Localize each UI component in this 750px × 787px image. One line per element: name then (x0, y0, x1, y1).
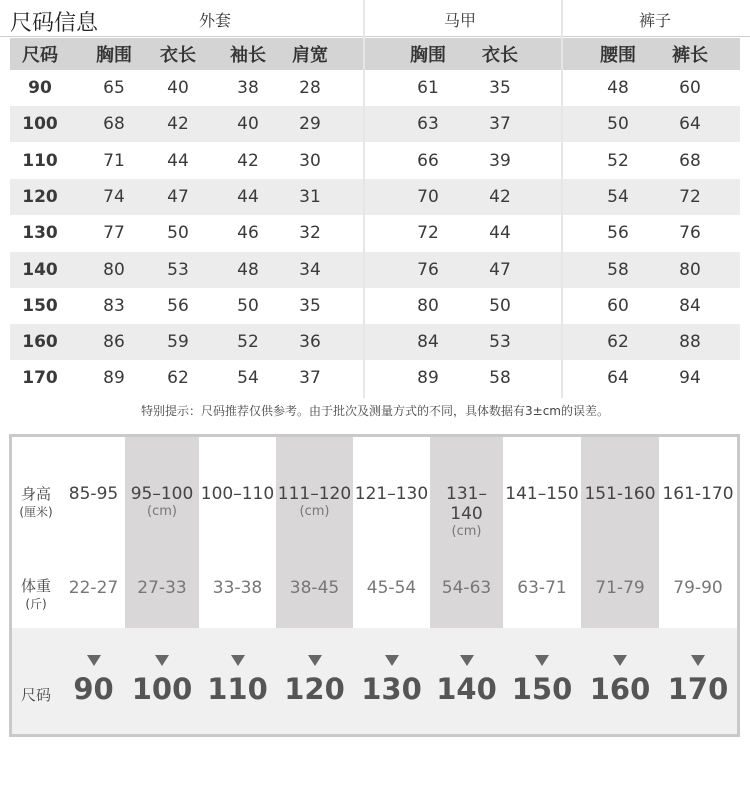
table-row (10, 70, 740, 106)
weight-label (12, 577, 60, 613)
table-cell: 80 (417, 295, 439, 316)
weight-range: 79-90 (673, 578, 723, 598)
height-label-text: 身高 (20, 485, 51, 503)
table-cell: 170 (22, 368, 58, 389)
table-cell: 48 (237, 259, 259, 280)
size-column-shade (581, 437, 659, 628)
height-label (12, 485, 60, 521)
table-header-cell: 肩宽 (292, 45, 328, 66)
size-label: 尺码 (20, 686, 51, 704)
table-cell: 52 (237, 332, 259, 353)
table-cell: 86 (103, 332, 125, 353)
table-header-cell: 胸围 (96, 45, 132, 66)
table-cell: 150 (22, 295, 58, 316)
height-unit-cm: (cm) (299, 504, 330, 519)
table-cell: 30 (299, 150, 321, 171)
height-unit-cm: (cm) (147, 504, 177, 519)
table-cell: 44 (167, 150, 189, 171)
table-header-cell: 胸围 (410, 45, 446, 66)
size-column-shade (276, 437, 353, 628)
table-cell: 60 (679, 78, 701, 98)
table-row (10, 106, 740, 142)
table-cell: 53 (167, 259, 189, 280)
table-cell: 62 (607, 332, 629, 353)
table-cell: 74 (103, 186, 125, 207)
table-cell: 54 (607, 186, 629, 207)
height-unit-cm: (cm) (451, 524, 482, 539)
height-range-text: 151-160 (584, 484, 656, 504)
table-cell: 66 (417, 150, 439, 171)
table-cell: 42 (167, 114, 189, 135)
table-cell: 130 (22, 223, 58, 244)
table-cell: 70 (417, 186, 439, 207)
recommended-size: 170 (667, 672, 729, 706)
table-cell: 42 (489, 186, 511, 207)
table-cell: 88 (679, 332, 701, 353)
height-range (62, 484, 125, 504)
table-row (10, 215, 740, 251)
table-cell: 100 (22, 114, 58, 135)
table-cell: 54 (237, 368, 259, 389)
table-cell: 84 (679, 295, 701, 316)
table-cell: 83 (103, 295, 125, 316)
down-arrow-icon (308, 655, 322, 666)
weight-range: 27-33 (137, 578, 187, 598)
table-cell: 50 (167, 223, 189, 244)
table-cell: 63 (417, 114, 439, 135)
table-cell: 50 (489, 295, 511, 316)
down-arrow-icon (155, 655, 169, 666)
table-cell: 64 (607, 368, 629, 389)
height-range (353, 484, 430, 504)
height-range-text: 161-170 (662, 484, 734, 504)
table-cell: 40 (167, 78, 189, 98)
table-cell: 50 (237, 295, 259, 316)
table-cell: 89 (103, 368, 125, 389)
height-range-text: 85-95 (68, 484, 119, 504)
height-range (659, 484, 737, 504)
height-range-text: 131–140 (446, 484, 487, 524)
table-cell: 35 (299, 295, 321, 316)
table-cell: 84 (417, 332, 439, 353)
group-vest: 马甲 (443, 11, 476, 30)
table-cell: 34 (299, 259, 321, 280)
table-cell: 44 (237, 186, 259, 207)
recommended-size: 100 (131, 672, 193, 706)
table-cell: 61 (417, 78, 439, 98)
table-cell: 32 (299, 223, 321, 244)
table-row (10, 324, 740, 360)
table-cell: 90 (28, 78, 52, 98)
table-header-cell: 尺码 (22, 45, 58, 66)
table-cell: 140 (22, 259, 58, 280)
weight-range: 45-54 (366, 578, 417, 598)
table-cell: 59 (167, 332, 189, 353)
table-cell: 31 (299, 186, 321, 207)
weight-range: 63-71 (517, 578, 567, 598)
table-cell: 76 (417, 259, 439, 280)
table-cell: 48 (607, 78, 629, 98)
down-arrow-icon (87, 655, 101, 666)
down-arrow-icon (385, 655, 399, 666)
height-range-text: 95–100 (130, 484, 194, 504)
height-unit: (厘米) (19, 505, 53, 519)
size-guide-panel (9, 434, 740, 737)
group-pants: 裤子 (638, 11, 671, 30)
table-row (10, 252, 740, 288)
group-divider-2 (561, 0, 563, 398)
height-range (125, 484, 199, 519)
recommended-size: 160 (589, 672, 651, 706)
table-cell: 42 (237, 150, 259, 171)
table-cell: 64 (679, 114, 701, 135)
table-cell: 160 (22, 332, 58, 353)
down-arrow-icon (691, 655, 705, 666)
height-range-text: 100–110 (200, 484, 275, 504)
height-range (581, 484, 659, 504)
recommended-size: 110 (207, 672, 268, 706)
table-cell: 94 (679, 368, 701, 389)
table-header-cell: 衣长 (160, 45, 196, 66)
table-cell: 62 (167, 368, 189, 389)
page-title: 尺码信息 (10, 11, 99, 36)
table-cell: 52 (607, 150, 629, 171)
title-divider (0, 36, 750, 37)
down-arrow-icon (535, 655, 549, 666)
height-range-text: 111–120 (277, 484, 352, 504)
weight-unit: (斤) (25, 597, 47, 611)
table-cell: 71 (103, 150, 125, 171)
group-divider-1 (363, 0, 365, 398)
table-cell: 47 (167, 186, 189, 207)
table-cell: 29 (299, 114, 321, 135)
table-cell: 58 (607, 259, 629, 280)
table-cell: 110 (22, 150, 58, 171)
table-cell: 50 (607, 114, 629, 135)
table-cell: 77 (103, 223, 125, 244)
weight-range: 22-27 (68, 578, 119, 598)
table-row (10, 179, 740, 215)
height-range (199, 484, 276, 504)
group-jacket: 外套 (198, 11, 231, 30)
table-cell: 56 (167, 295, 189, 316)
table-row (10, 143, 740, 179)
table-cell: 68 (679, 150, 701, 171)
weight-range: 38-45 (289, 578, 340, 598)
height-range-text: 141–150 (505, 484, 579, 504)
recommended-size: 130 (361, 672, 422, 706)
table-cell: 60 (607, 295, 629, 316)
height-range (503, 484, 581, 504)
recommended-size: 120 (284, 672, 345, 706)
recommended-size: 90 (73, 672, 114, 706)
down-arrow-icon (460, 655, 474, 666)
table-row (10, 288, 740, 324)
recommended-size: 140 (436, 672, 497, 706)
table-cell: 40 (237, 114, 259, 135)
table-cell: 58 (489, 368, 511, 389)
weight-range: 33-38 (212, 578, 263, 598)
weight-label-text: 体重 (20, 577, 51, 595)
table-cell: 80 (679, 259, 701, 280)
table-cell: 37 (299, 368, 321, 389)
table-cell: 72 (679, 186, 701, 207)
table-cell: 76 (679, 223, 701, 244)
size-column-shade (125, 437, 199, 628)
table-header-cell: 裤长 (672, 45, 708, 66)
weight-range: 54-63 (441, 578, 492, 598)
weight-range: 71-79 (595, 578, 645, 598)
table-cell: 37 (489, 114, 511, 135)
height-range (430, 484, 503, 539)
table-cell: 46 (237, 223, 259, 244)
table-cell: 44 (489, 223, 511, 244)
down-arrow-icon (231, 655, 245, 666)
table-header-cell: 衣长 (482, 45, 518, 66)
table-cell: 56 (607, 223, 629, 244)
table-cell: 36 (299, 332, 321, 353)
table-cell: 120 (22, 186, 58, 207)
table-cell: 80 (103, 259, 125, 280)
height-range-text: 121–130 (354, 484, 429, 504)
table-cell: 35 (489, 78, 511, 98)
size-note: 特别提示：尺码推荐仅供参考。由于批次及测量方式的不同，具体数据有3±cm的误差。 (141, 404, 609, 418)
size-table-header (10, 38, 740, 70)
table-header-cell: 袖长 (230, 45, 266, 66)
height-range (276, 484, 353, 519)
table-cell: 47 (489, 259, 511, 280)
table-cell: 65 (103, 78, 125, 98)
table-cell: 68 (103, 114, 125, 135)
table-cell: 38 (237, 78, 259, 98)
table-cell: 53 (489, 332, 511, 353)
table-cell: 72 (417, 223, 439, 244)
table-row (10, 360, 740, 396)
table-cell: 89 (417, 368, 439, 389)
table-header-cell: 腰围 (600, 45, 636, 66)
recommended-size: 150 (511, 672, 573, 706)
table-cell: 28 (299, 78, 321, 98)
down-arrow-icon (613, 655, 627, 666)
table-cell: 39 (489, 150, 511, 171)
